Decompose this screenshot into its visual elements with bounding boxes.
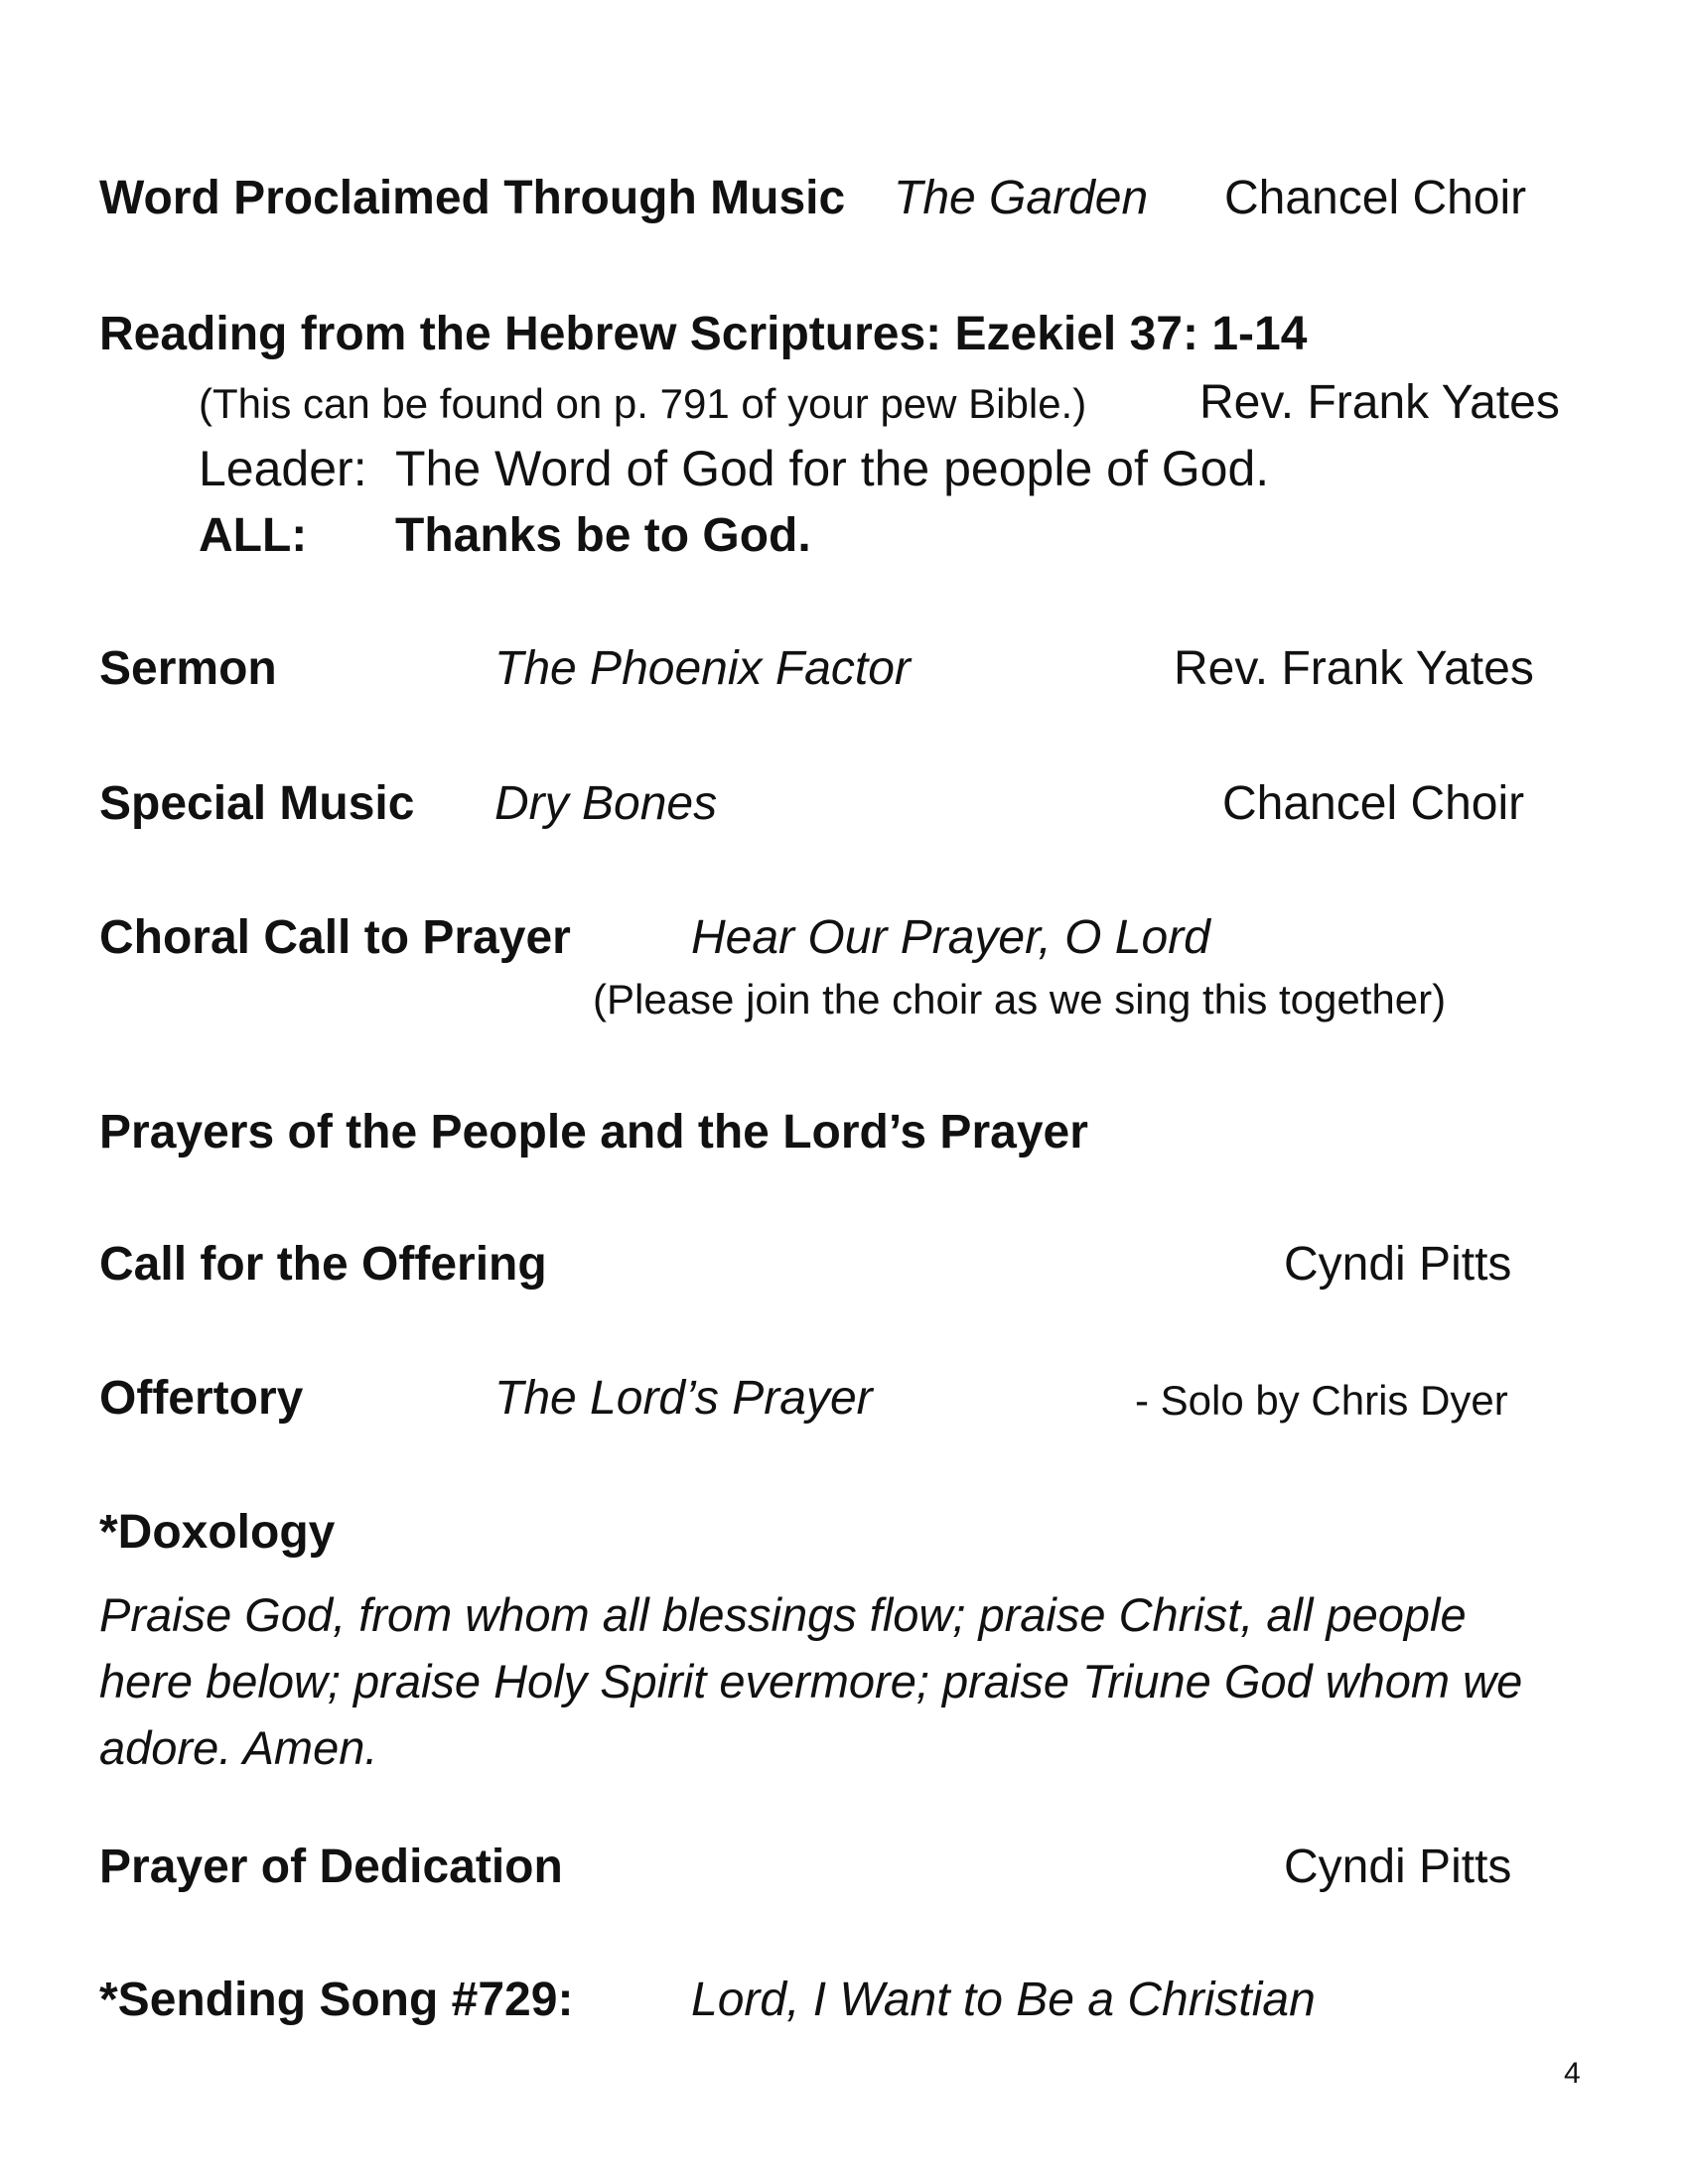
offertory-label: Offertory [99,1372,304,1425]
special-music-title: Dry Bones [494,777,718,830]
sending-song-title: Lord, I Want to Be a Christian [691,1974,1316,2026]
reading-leader-text: The Word of God for the people of God. [395,441,1270,496]
word-music-title: The Garden [894,172,1149,224]
reading-all-text: Thanks be to God. [395,509,811,562]
choral-call-title: Hear Our Prayer, O Lord [691,911,1210,964]
choral-call-label: Choral Call to Prayer [99,911,571,964]
call-offering-leader: Cyndi Pitts [1284,1238,1512,1291]
sermon-label: Sermon [99,642,277,695]
reading-all-label: ALL: [199,509,308,562]
dedication-label: Prayer of Dedication [99,1841,563,1893]
offertory-leader: - Solo by Chris Dyer [1135,1377,1508,1424]
choral-call-note: (Please join the choir as we sing this together) [593,976,1447,1023]
reading-leader-label: Leader: [199,441,367,496]
reading-note: (This can be found on p. 791 of your pew Bible.) [199,380,1087,427]
special-music-label: Special Music [99,777,415,830]
dedication-leader: Cyndi Pitts [1284,1841,1512,1893]
sending-song-label: *Sending Song #729: [99,1974,574,2026]
doxology-text: Praise God, from whom all blessings flow; praise Christ, all people here below; praise Holy Spirit evermore; praise Triune God whom we adore. Amen. [99,1588,1523,1774]
special-music-leader: Chancel Choir [1222,777,1525,830]
offertory-title: The Lord’s Prayer [494,1372,873,1425]
reading-label: Reading from the Hebrew Scriptures: Ezekiel 37: 1-14 [99,308,1308,360]
word-music-label: Word Proclaimed Through Music [99,172,846,224]
call-offering-label: Call for the Offering [99,1238,547,1291]
sermon-leader: Rev. Frank Yates [1174,642,1534,695]
page-number: 4 [1564,2057,1581,2090]
sermon-title: The Phoenix Factor [494,642,911,695]
reading-reader: Rev. Frank Yates [1199,376,1560,429]
doxology-label: *Doxology [99,1506,336,1559]
word-music-leader: Chancel Choir [1224,172,1527,224]
prayers-label: Prayers of the People and the Lord’s Prayer [99,1106,1088,1159]
